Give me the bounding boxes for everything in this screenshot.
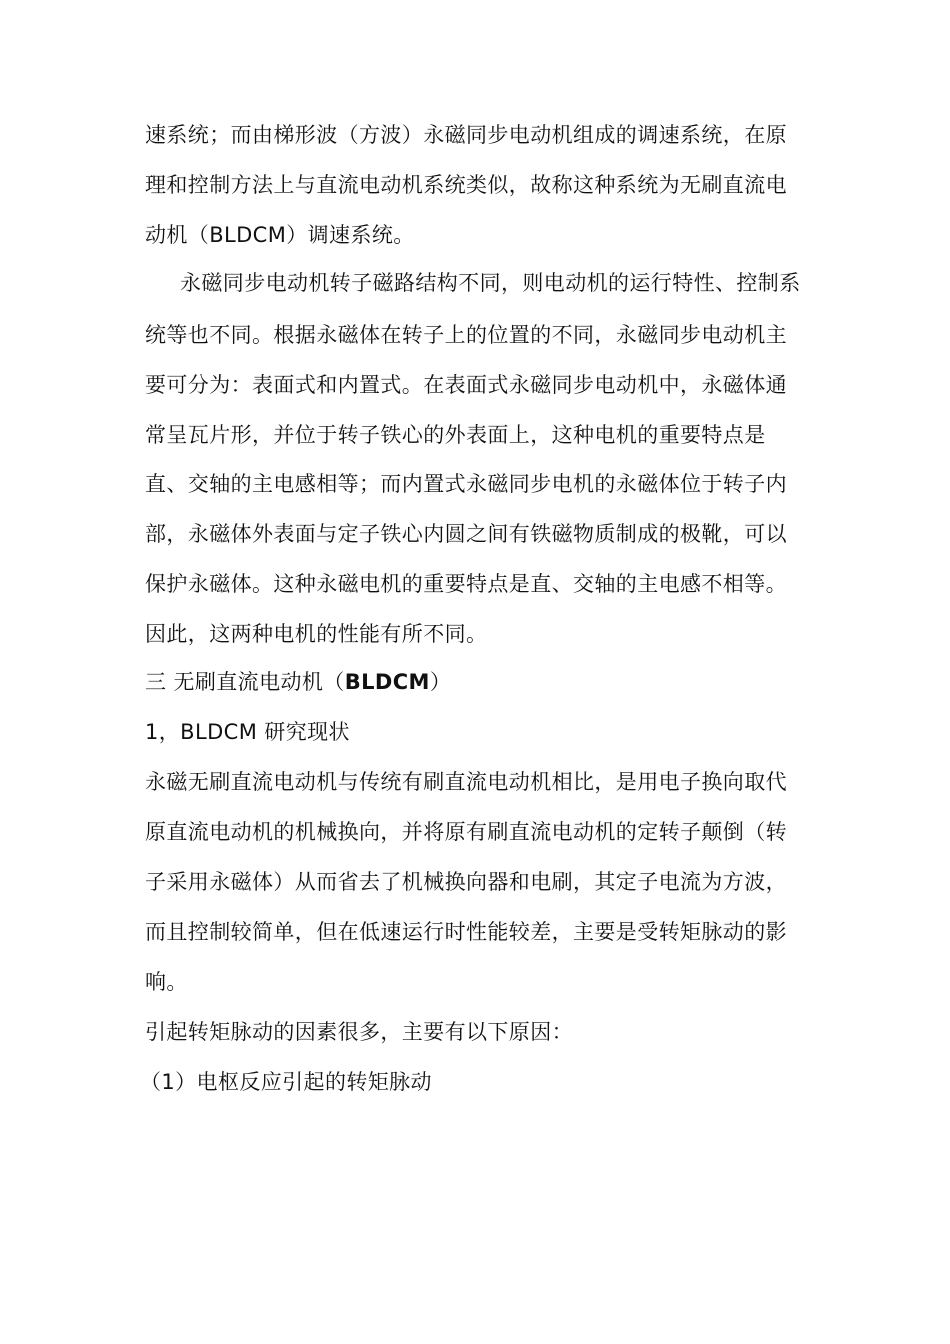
paragraph-3-line-3: 子采用永磁体）从而省去了机械换向器和电刷，其定子电流为方波，: [145, 870, 787, 894]
paragraph-3-line-1: 永磁无刷直流电动机与传统有刷直流电动机相比，是用电子换向取代: [145, 770, 787, 794]
paragraph-3-line-4: 而且控制较简单，但在低速运行时性能较差，主要是受转矩脉动的影: [145, 920, 787, 944]
paragraph-2-line-2: 统等也不同。根据永磁体在转子上的位置的不同，永磁同步电动机主: [145, 323, 787, 347]
paragraph-3-line-5: 响。: [145, 970, 188, 994]
list-item-1: （1）电枢反应引起的转矩脉动: [140, 1070, 432, 1094]
paragraph-2-line-1: 永磁同步电动机转子磁路结构不同，则电动机的运行特性、控制系: [180, 271, 801, 295]
paragraph-2-line-7: 保护永磁体。这种永磁电机的重要特点是直、交轴的主电感不相等。: [145, 572, 787, 596]
paragraph-2-line-4: 常呈瓦片形，并位于转子铁心的外表面上，这种电机的重要特点是: [145, 423, 766, 447]
paragraph-2-line-3: 要可分为：表面式和内置式。在表面式永磁同步电动机中，永磁体通: [145, 373, 787, 397]
paragraph-2-line-6: 部，永磁体外表面与定子铁心内圆之间有铁磁物质制成的极靴，可以: [145, 522, 787, 546]
section-heading-suffix: ）: [429, 670, 452, 694]
paragraph-3-line-2: 原直流电动机的机械换向，并将原有刷直流电动机的定转子颠倒（转: [145, 820, 787, 844]
paragraph-1-line-1: 速系统；而由梯形波（方波）永磁同步电动机组成的调速系统，在原: [145, 123, 787, 147]
section-heading: [145, 667, 451, 697]
paragraph-2-line-5: 直、交轴的主电感相等；而内置式永磁同步电机的永磁体位于转子内: [145, 472, 787, 496]
subsection-heading: 1，BLDCM 研究现状: [145, 720, 350, 744]
paragraph-1-line-3: 动机（BLDCM）调速系统。: [145, 223, 415, 247]
paragraph-4: 引起转矩脉动的因素很多，主要有以下原因：: [145, 1020, 573, 1044]
section-heading-bold: BLDCM: [344, 670, 430, 694]
section-heading-prefix: 三 无刷直流电动机（: [145, 670, 345, 694]
paragraph-1-line-2: 理和控制方法上与直流电动机系统类似，故称这种系统为无刷直流电: [145, 173, 787, 197]
paragraph-2-line-8: 因此，这两种电机的性能有所不同。: [145, 622, 488, 646]
